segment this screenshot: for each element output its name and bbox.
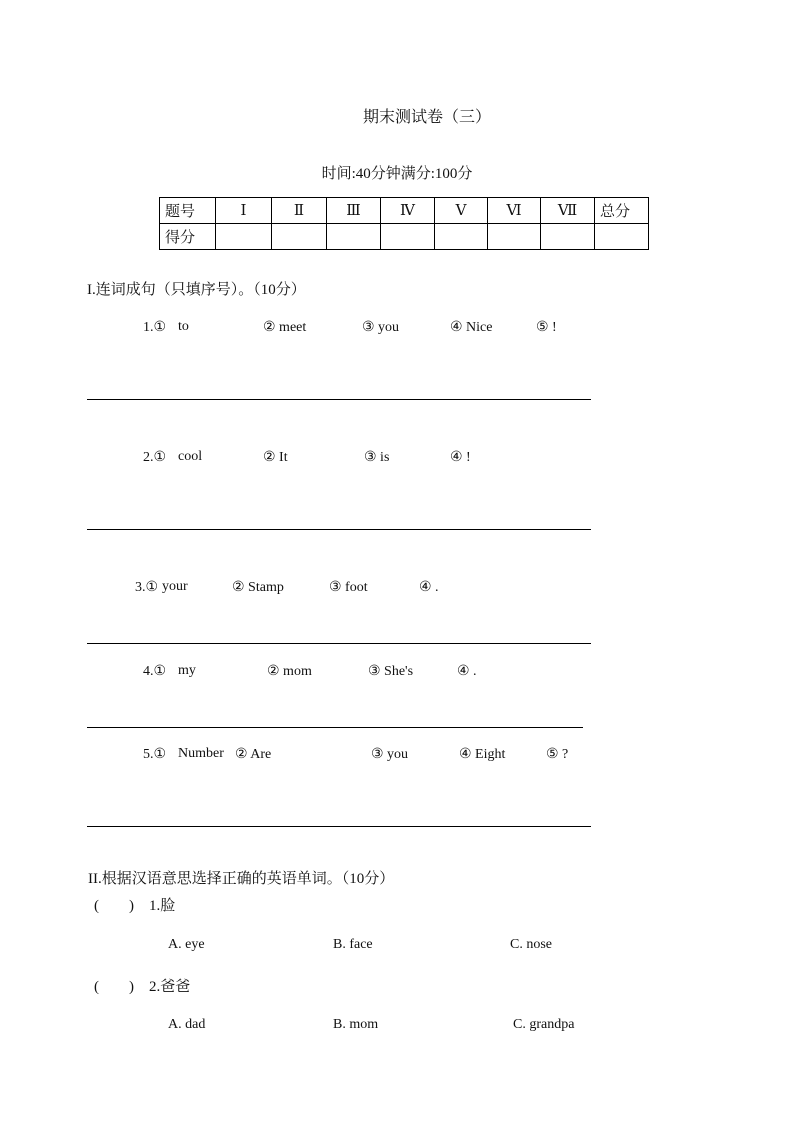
header-cell: Ⅰ bbox=[216, 198, 272, 224]
q1-word-1: to bbox=[178, 319, 189, 334]
score-cell[interactable] bbox=[488, 224, 541, 250]
score-table-header-row bbox=[160, 198, 649, 224]
q4-word-3: ③ She's bbox=[368, 664, 414, 679]
s2-q1-option-a[interactable]: A. eye bbox=[168, 937, 205, 952]
score-cell[interactable] bbox=[381, 224, 435, 250]
q1-number: 1.① bbox=[143, 320, 167, 335]
q1-word-3: ③ you bbox=[362, 320, 400, 335]
q5-answer-line[interactable] bbox=[87, 826, 591, 827]
score-cell[interactable] bbox=[595, 224, 649, 250]
q1-word-4: ④ Nice bbox=[450, 320, 493, 335]
score-table-score-row bbox=[160, 224, 649, 250]
q1-word-5: ⑤ ! bbox=[536, 320, 557, 335]
q4-answer-line[interactable] bbox=[87, 727, 583, 728]
score-cell[interactable] bbox=[216, 224, 272, 250]
s2-q2-option-c[interactable]: C. grandpa bbox=[513, 1017, 575, 1032]
q5-word-2: ② Are bbox=[235, 747, 272, 762]
exam-title: 期末测试卷（三） bbox=[362, 109, 491, 126]
q4-word-4: ④ . bbox=[457, 664, 477, 679]
q1-word-2: ② meet bbox=[263, 320, 307, 335]
section2-heading: II.根据汉语意思选择正确的英语单词。（10分） bbox=[88, 871, 395, 887]
s2-q1-option-b[interactable]: B. face bbox=[333, 937, 373, 952]
q5-word-5: ⑤ ? bbox=[546, 747, 569, 762]
q2-word-4: ④ ! bbox=[450, 450, 471, 465]
q5-word-4: ④ Eight bbox=[459, 747, 506, 762]
score-cell[interactable] bbox=[272, 224, 327, 250]
s2-q1-option-c[interactable]: C. nose bbox=[510, 937, 552, 952]
q4-number: 4.① bbox=[143, 664, 167, 679]
q2-word-3: ③ is bbox=[364, 450, 390, 465]
q3-word-4: ④ . bbox=[419, 580, 439, 595]
header-cell: Ⅲ bbox=[327, 198, 381, 224]
q2-number: 2.① bbox=[143, 450, 167, 465]
s2-q2-prompt: ( ) 2.爸爸 bbox=[94, 979, 191, 995]
s2-q2-option-a[interactable]: A. dad bbox=[168, 1017, 206, 1032]
q3-word-2: ② Stamp bbox=[232, 580, 284, 595]
q5-word-3: ③ you bbox=[371, 747, 409, 762]
header-cell: Ⅵ bbox=[488, 198, 541, 224]
s2-q2-option-b[interactable]: B. mom bbox=[333, 1017, 379, 1032]
q2-answer-line[interactable] bbox=[87, 529, 591, 530]
q5-word-1: Number bbox=[178, 746, 224, 761]
score-cell[interactable] bbox=[327, 224, 381, 250]
q2-word-1: cool bbox=[178, 449, 203, 464]
q4-word-2: ② mom bbox=[267, 664, 312, 679]
q3-number: 3.① bbox=[135, 580, 159, 595]
header-cell: Ⅴ bbox=[435, 198, 488, 224]
score-table bbox=[159, 197, 649, 250]
score-cell[interactable] bbox=[541, 224, 595, 250]
row-label-question-number: 题号 bbox=[160, 198, 216, 224]
header-cell: Ⅳ bbox=[381, 198, 435, 224]
q5-number: 5.① bbox=[143, 747, 167, 762]
time-info: 时间:40分钟满分:100分 bbox=[321, 166, 473, 182]
header-cell: Ⅱ bbox=[272, 198, 327, 224]
q2-word-2: ② It bbox=[263, 450, 288, 465]
q3-word-3: ③ foot bbox=[329, 580, 368, 595]
header-cell-total: 总分 bbox=[595, 198, 649, 224]
q3-word-1: your bbox=[162, 579, 188, 594]
q1-answer-line[interactable] bbox=[87, 399, 591, 400]
s2-q1-prompt: ( ) 1.脸 bbox=[94, 898, 176, 914]
section1-heading: I.连词成句（只填序号）。（10分） bbox=[87, 282, 306, 298]
score-cell[interactable] bbox=[435, 224, 488, 250]
q4-word-1: my bbox=[178, 663, 196, 678]
q3-answer-line[interactable] bbox=[87, 643, 591, 644]
header-cell: Ⅶ bbox=[541, 198, 595, 224]
row-label-score: 得分 bbox=[160, 224, 216, 250]
